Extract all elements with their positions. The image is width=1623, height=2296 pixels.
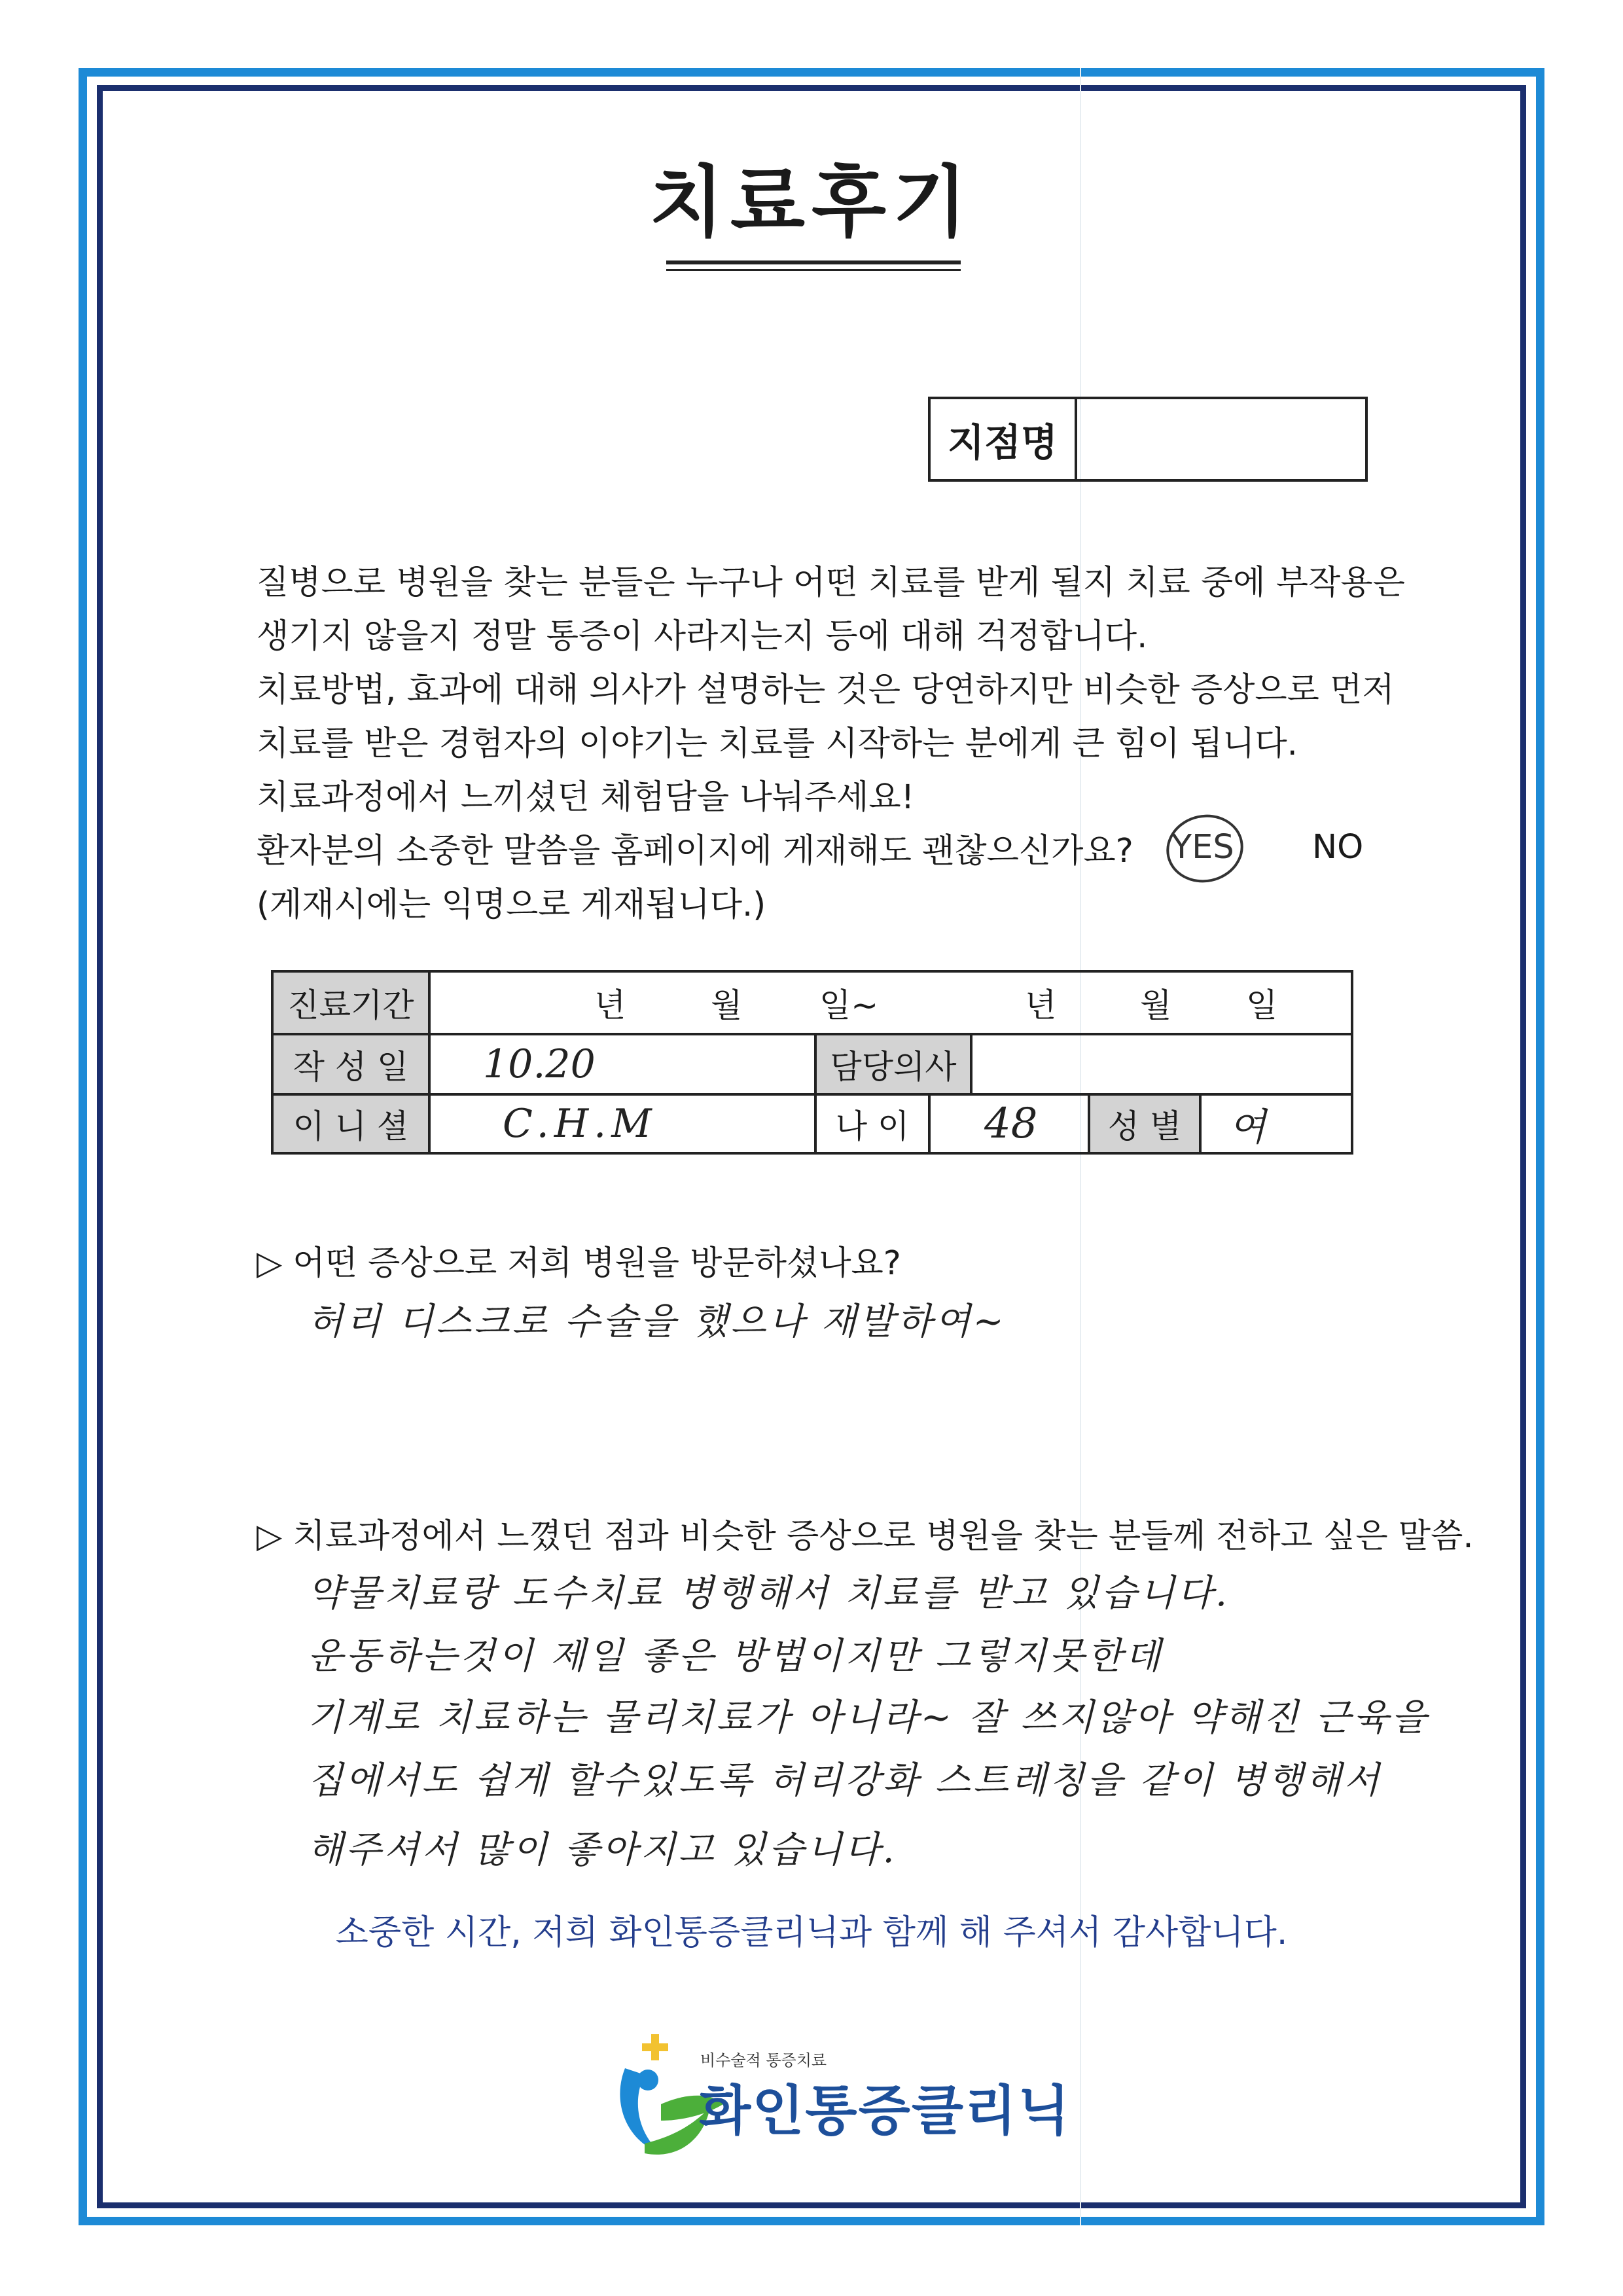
doctor-label: 담당의사 bbox=[817, 1035, 970, 1093]
table-divider bbox=[928, 1096, 931, 1152]
date-value[interactable]: 10.20 bbox=[483, 1041, 596, 1087]
answer-message-line[interactable]: 운동하는것이 제일 좋은 방법이지만 그렇지못한데 bbox=[308, 1635, 1164, 1677]
intro-line: 생기지 않을지 정말 통증이 사라지는지 등에 대해 걱정합니다. bbox=[257, 617, 1148, 656]
title-underline-thin bbox=[666, 269, 961, 271]
consent-yes-option[interactable]: YES bbox=[1171, 828, 1234, 867]
logo-tagline: 비수술적 통증치료 bbox=[700, 2051, 827, 2070]
period-day-to: 일 bbox=[1246, 986, 1278, 1024]
age-value[interactable]: 48 bbox=[984, 1100, 1038, 1148]
consent-question: 환자분의 소중한 말씀을 홈페이지에 게재해도 괜찮으신가요? bbox=[257, 832, 1133, 870]
thank-you-message: 소중한 시간, 저희 화인통증클리닉과 함께 해 주셔서 감사합니다. bbox=[335, 1913, 1288, 1952]
table-divider bbox=[428, 973, 431, 1152]
period-label: 진료기간 bbox=[274, 973, 428, 1033]
patient-info-table bbox=[271, 970, 1353, 1155]
question-message: ▷ 치료과정에서 느꼈던 점과 비슷한 증상으로 병원을 찾는 분들께 전하고 싶은 말씀. bbox=[257, 1517, 1474, 1556]
answer-message-line[interactable]: 약물치료랑 도수치료 병행해서 치료를 받고 있습니다. bbox=[308, 1572, 1230, 1615]
logo-name: 화인통증클리닉 bbox=[699, 2080, 1071, 2142]
date-label: 작 성 일 bbox=[274, 1035, 428, 1093]
page-title: 치료후기 bbox=[649, 157, 974, 247]
initial-value[interactable]: C.H.M bbox=[503, 1101, 657, 1147]
table-divider bbox=[1199, 1096, 1202, 1152]
title-underline bbox=[666, 260, 961, 264]
answer-message-line[interactable]: 기계로 치료하는 물리치료가 아니라~ 잘 쓰지않아 약해진 근육을 bbox=[308, 1696, 1430, 1739]
gender-value[interactable]: 여 bbox=[1229, 1105, 1266, 1149]
initial-label: 이 니 셜 bbox=[274, 1096, 428, 1152]
age-label: 나 이 bbox=[835, 1107, 910, 1145]
intro-line: 치료방법, 효과에 대해 의사가 설명하는 것은 당연하지만 비슷한 증상으로 먼저 bbox=[257, 671, 1395, 709]
doctor-value[interactable] bbox=[972, 1035, 1348, 1093]
period-month-to: 월 bbox=[1140, 986, 1172, 1024]
answer-message-line[interactable]: 해주셔서 많이 좋아지고 있습니다. bbox=[308, 1829, 897, 1871]
gender-label: 성 별 bbox=[1090, 1096, 1199, 1152]
answer-message-line[interactable]: 집에서도 쉽게 할수있도록 허리강화 스트레칭을 같이 병행해서 bbox=[308, 1759, 1382, 1802]
intro-line: 치료과정에서 느끼셨던 체험담을 나눠주세요! bbox=[257, 778, 915, 817]
period-day-from: 일~ bbox=[819, 986, 879, 1024]
period-year-from: 년 bbox=[594, 986, 626, 1024]
branch-value[interactable] bbox=[1077, 399, 1365, 479]
period-year-to: 년 bbox=[1025, 986, 1057, 1024]
intro-line: 치료를 받은 경험자의 이야기는 치료를 시작하는 분에게 큰 힘이 됩니다. bbox=[257, 725, 1298, 763]
question-visit-reason: ▷ 어떤 증상으로 저희 병원을 방문하셨나요? bbox=[257, 1244, 901, 1283]
consent-no-option[interactable]: NO bbox=[1312, 828, 1364, 867]
intro-line: (게재시에는 익명으로 게재됩니다.) bbox=[257, 886, 766, 924]
intro-line: 질병으로 병원을 찾는 분들은 누구나 어떤 치료를 받게 될지 치료 중에 부작용은 bbox=[257, 564, 1405, 602]
branch-box bbox=[928, 397, 1368, 482]
period-month-from: 월 bbox=[711, 986, 743, 1024]
answer-visit-reason[interactable]: 허리 디스크로 수술을 했으나 재발하여~ bbox=[308, 1300, 1007, 1343]
branch-label: 지점명 bbox=[931, 399, 1077, 479]
